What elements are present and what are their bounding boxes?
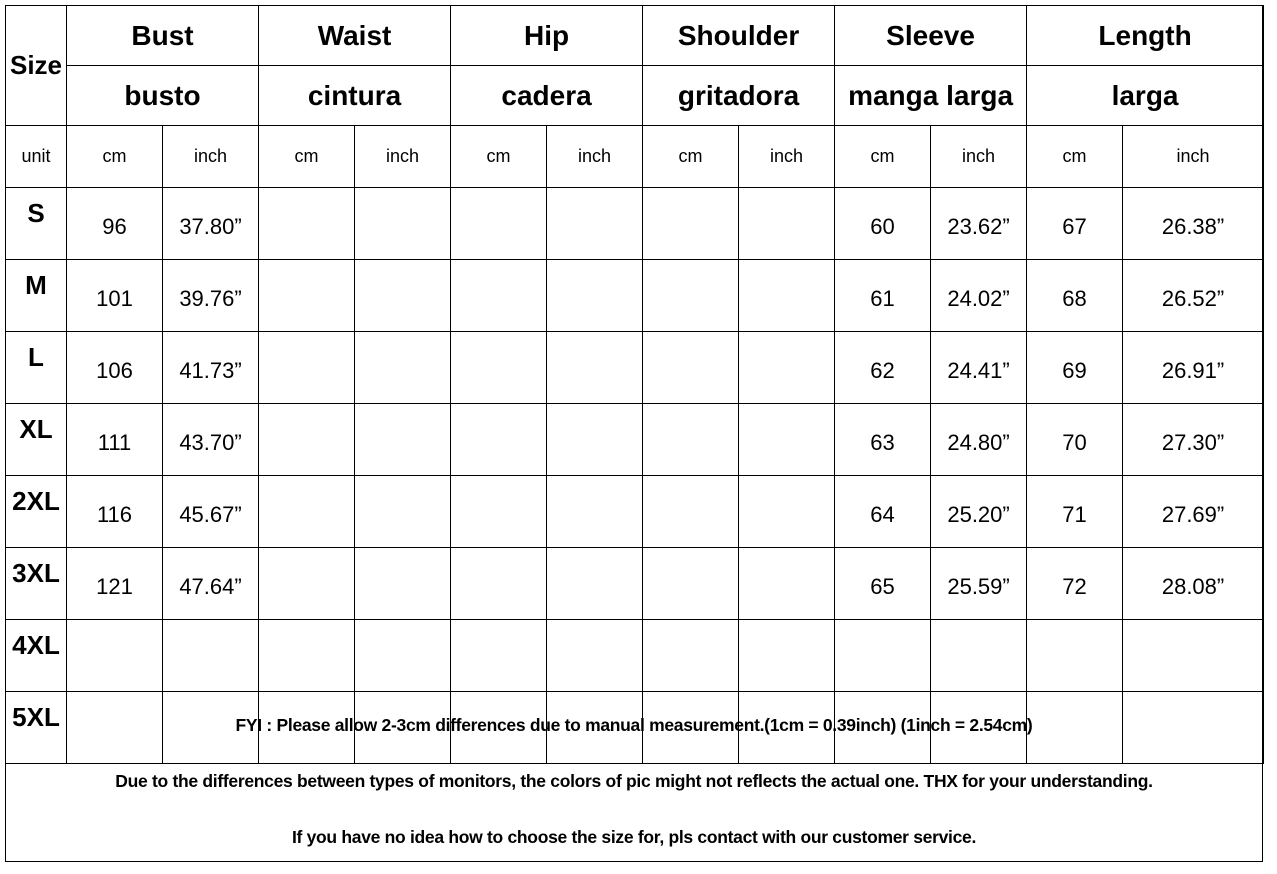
table-cell: 68 [1027,260,1123,332]
shoulder-header: Shoulder [643,6,835,66]
measurement-note: FYI : Please allow 2-3cm differences due to manual measurement.(1cm = 0.39inch) (1inch = 2.54cm) [235,715,1033,735]
table-row [6,260,1264,332]
table-cell [643,548,739,620]
waist-header-es: cintura [259,66,451,126]
table-cell: 64 [835,476,931,548]
table-cell: 65 [835,548,931,620]
table-cell: 60 [835,188,931,260]
table-cell: 41.73” [163,332,259,404]
size-label: XL [6,404,67,476]
waist-header: Waist [259,6,451,66]
table-cell [931,620,1027,692]
size-label: M [6,260,67,332]
table-cell [163,620,259,692]
header-row-spanish [6,66,1264,126]
table-cell [643,476,739,548]
table-row [6,404,1264,476]
table-cell [67,620,163,692]
table-cell: 116 [67,476,163,548]
unit-cm: cm [259,126,355,188]
table-cell [643,260,739,332]
table-cell: 70 [1027,404,1123,476]
table-cell [451,548,547,620]
table-cell [739,188,835,260]
unit-cm: cm [835,126,931,188]
table-cell: 63 [835,404,931,476]
table-row [6,476,1264,548]
table-cell: 24.80” [931,404,1027,476]
size-label: 3XL [6,548,67,620]
sleeve-header-es: manga larga [835,66,1027,126]
table-cell [259,188,355,260]
notes-section [6,690,1262,861]
table-cell: 39.76” [163,260,259,332]
table-cell: 45.67” [163,476,259,548]
unit-cm: cm [451,126,547,188]
sleeve-header: Sleeve [835,6,1027,66]
table-cell [259,620,355,692]
table-cell [739,620,835,692]
bust-header-es: busto [67,66,259,126]
size-label: 4XL [6,620,67,692]
table-cell: 101 [67,260,163,332]
table-cell [739,332,835,404]
size-label: S [6,188,67,260]
table-cell [547,332,643,404]
table-cell [451,476,547,548]
table-row [6,620,1264,692]
table-cell: 72 [1027,548,1123,620]
table-row [6,188,1264,260]
unit-cm: cm [67,126,163,188]
table-cell [739,548,835,620]
length-header: Length [1027,6,1264,66]
table-cell: 25.20” [931,476,1027,548]
table-cell: 24.02” [931,260,1027,332]
table-cell [259,332,355,404]
table-cell: 27.69” [1123,476,1264,548]
table-cell [739,404,835,476]
table-cell: 24.41” [931,332,1027,404]
unit-cm: cm [643,126,739,188]
table-cell [259,476,355,548]
size-label: 5XL [6,692,67,764]
table-cell: 23.62” [931,188,1027,260]
size-chart [5,5,1263,862]
table-cell: 96 [67,188,163,260]
table-cell [451,260,547,332]
table-cell [739,476,835,548]
header-row-english [6,6,1264,66]
table-cell: 62 [835,332,931,404]
table-cell [259,260,355,332]
hip-header: Hip [451,6,643,66]
unit-cm: cm [1027,126,1123,188]
table-cell: 61 [835,260,931,332]
table-cell: 37.80” [163,188,259,260]
size-table [5,5,1264,764]
unit-label: unit [6,126,67,188]
table-cell [547,548,643,620]
hip-header-es: cadera [451,66,643,126]
table-cell: 25.59” [931,548,1027,620]
table-cell: 26.38” [1123,188,1264,260]
table-cell: 69 [1027,332,1123,404]
unit-inch: inch [931,126,1027,188]
table-cell [643,332,739,404]
table-cell: 26.52” [1123,260,1264,332]
unit-inch: inch [163,126,259,188]
table-cell: 106 [67,332,163,404]
table-cell: 47.64” [163,548,259,620]
table-cell: 67 [1027,188,1123,260]
table-cell [451,404,547,476]
table-cell [643,620,739,692]
table-cell [1123,620,1264,692]
table-cell: 111 [67,404,163,476]
table-cell [451,188,547,260]
table-cell [355,188,451,260]
table-row [6,332,1264,404]
table-cell: 26.91” [1123,332,1264,404]
table-cell [547,260,643,332]
table-cell: 121 [67,548,163,620]
table-cell [547,404,643,476]
unit-inch: inch [739,126,835,188]
table-row [6,548,1264,620]
size-column-header: Size [6,6,67,126]
bust-header: Bust [67,6,259,66]
table-cell [451,332,547,404]
table-cell [355,548,451,620]
table-cell [355,404,451,476]
table-cell [739,260,835,332]
customer-service-note: If you have no idea how to choose the size for, pls contact with our customer service. [291,827,977,847]
table-cell: 43.70” [163,404,259,476]
table-cell [835,620,931,692]
table-cell [355,476,451,548]
table-cell [1027,620,1123,692]
unit-row [6,126,1264,188]
table-cell: 27.30” [1123,404,1264,476]
table-cell: 71 [1027,476,1123,548]
table-cell [547,188,643,260]
shoulder-header-es: gritadora [643,66,835,126]
table-cell: 28.08” [1123,548,1264,620]
monitor-color-note: Due to the differences between types of monitors, the colors of pic might not reflects the actual one. THX for your understanding. [115,771,1153,791]
table-cell [547,476,643,548]
table-cell [643,404,739,476]
length-header-es: larga [1027,66,1264,126]
table-cell [355,620,451,692]
unit-inch: inch [547,126,643,188]
table-cell [355,260,451,332]
table-cell [643,188,739,260]
table-cell [259,548,355,620]
table-cell [451,620,547,692]
unit-inch: inch [1123,126,1264,188]
size-label: L [6,332,67,404]
unit-inch: inch [355,126,451,188]
size-label: 2XL [6,476,67,548]
table-cell [259,404,355,476]
table-cell [355,332,451,404]
table-cell [547,620,643,692]
